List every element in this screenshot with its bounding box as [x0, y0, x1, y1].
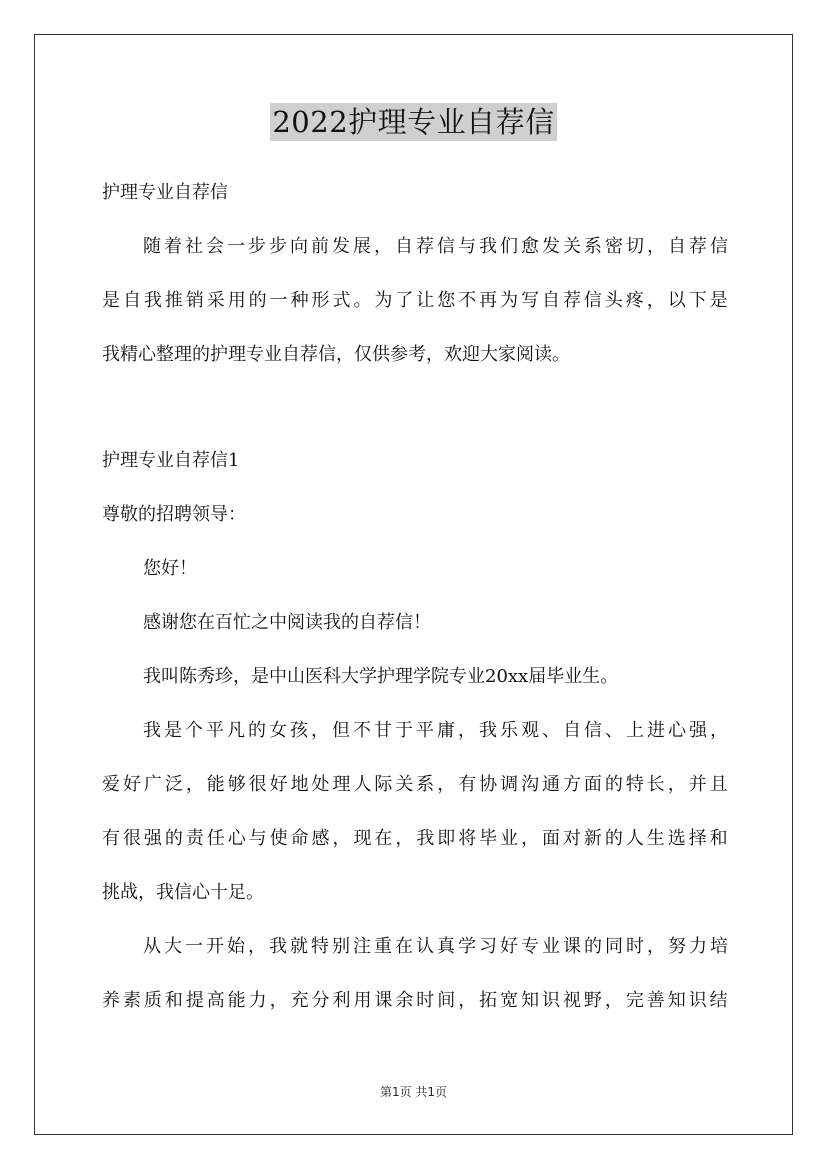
thanks-line: 感谢您在百忙之中阅读我的自荐信！	[143, 612, 431, 633]
document-title: 2022护理专业自荐信	[272, 105, 555, 139]
intro-line: 我精心整理的护理专业自荐信，仅供参考，欢迎大家阅读。	[102, 344, 570, 365]
paragraph-line: 有 很 强 的 责 任 心 与 使 命 感 ， 现 在 ， 我 即 将 毕 业 ， 面 对 新 的 人 生 选 择 和	[102, 828, 728, 849]
paragraph-line: 挑战，我信心十足。	[102, 882, 264, 903]
greeting: 您好！	[143, 558, 197, 579]
section-heading: 护理专业自荐信	[102, 182, 228, 203]
paragraph-line: 爱 好 广 泛 ， 能 够 很 好 地 处 理 人 际 关 系 ， 有 协 调 沟 通 方 面 的 特 长 ， 并 且	[102, 774, 728, 795]
paragraph-line: 养 素 质 和 提 高 能 力 ， 充 分 利 用 课 余 时 间 ， 拓 宽 知 识 视 野 ， 完 善 知 识 结	[102, 990, 728, 1011]
paragraph-line: 我 是 个 平 凡 的 女 孩 ， 但 不 甘 于 平 庸 ， 我 乐 观 、 自 信 、 上 进 心 强 ，	[143, 720, 728, 741]
self-intro-line: 我叫陈秀珍，是中山医科大学护理学院专业20xx届毕业生。	[143, 666, 619, 687]
document-body	[102, 175, 728, 1019]
letter-title: 护理专业自荐信1	[102, 450, 240, 471]
page-footer	[0, 1083, 827, 1100]
intro-line: 是 自 我 推 销 采 用 的 一 种 形 式 。 为 了 让 您 不 再 为 写 自 荐 信 头 疼 ， 以 下 是	[102, 290, 728, 311]
salutation: 尊敬的招聘领导：	[102, 504, 246, 525]
paragraph-line: 从 大 一 开 始 ， 我 就 特 别 注 重 在 认 真 学 习 好 专 业 课 的 同 时 ， 努 力 培	[143, 936, 728, 957]
title-wrapper	[0, 103, 827, 141]
page-number: 第1页 共1页	[379, 1085, 448, 1099]
intro-line: 随 着 社 会 一 步 步 向 前 发 展 ， 自 荐 信 与 我 们 愈 发 关 系 密 切 ， 自 荐 信	[143, 236, 728, 257]
